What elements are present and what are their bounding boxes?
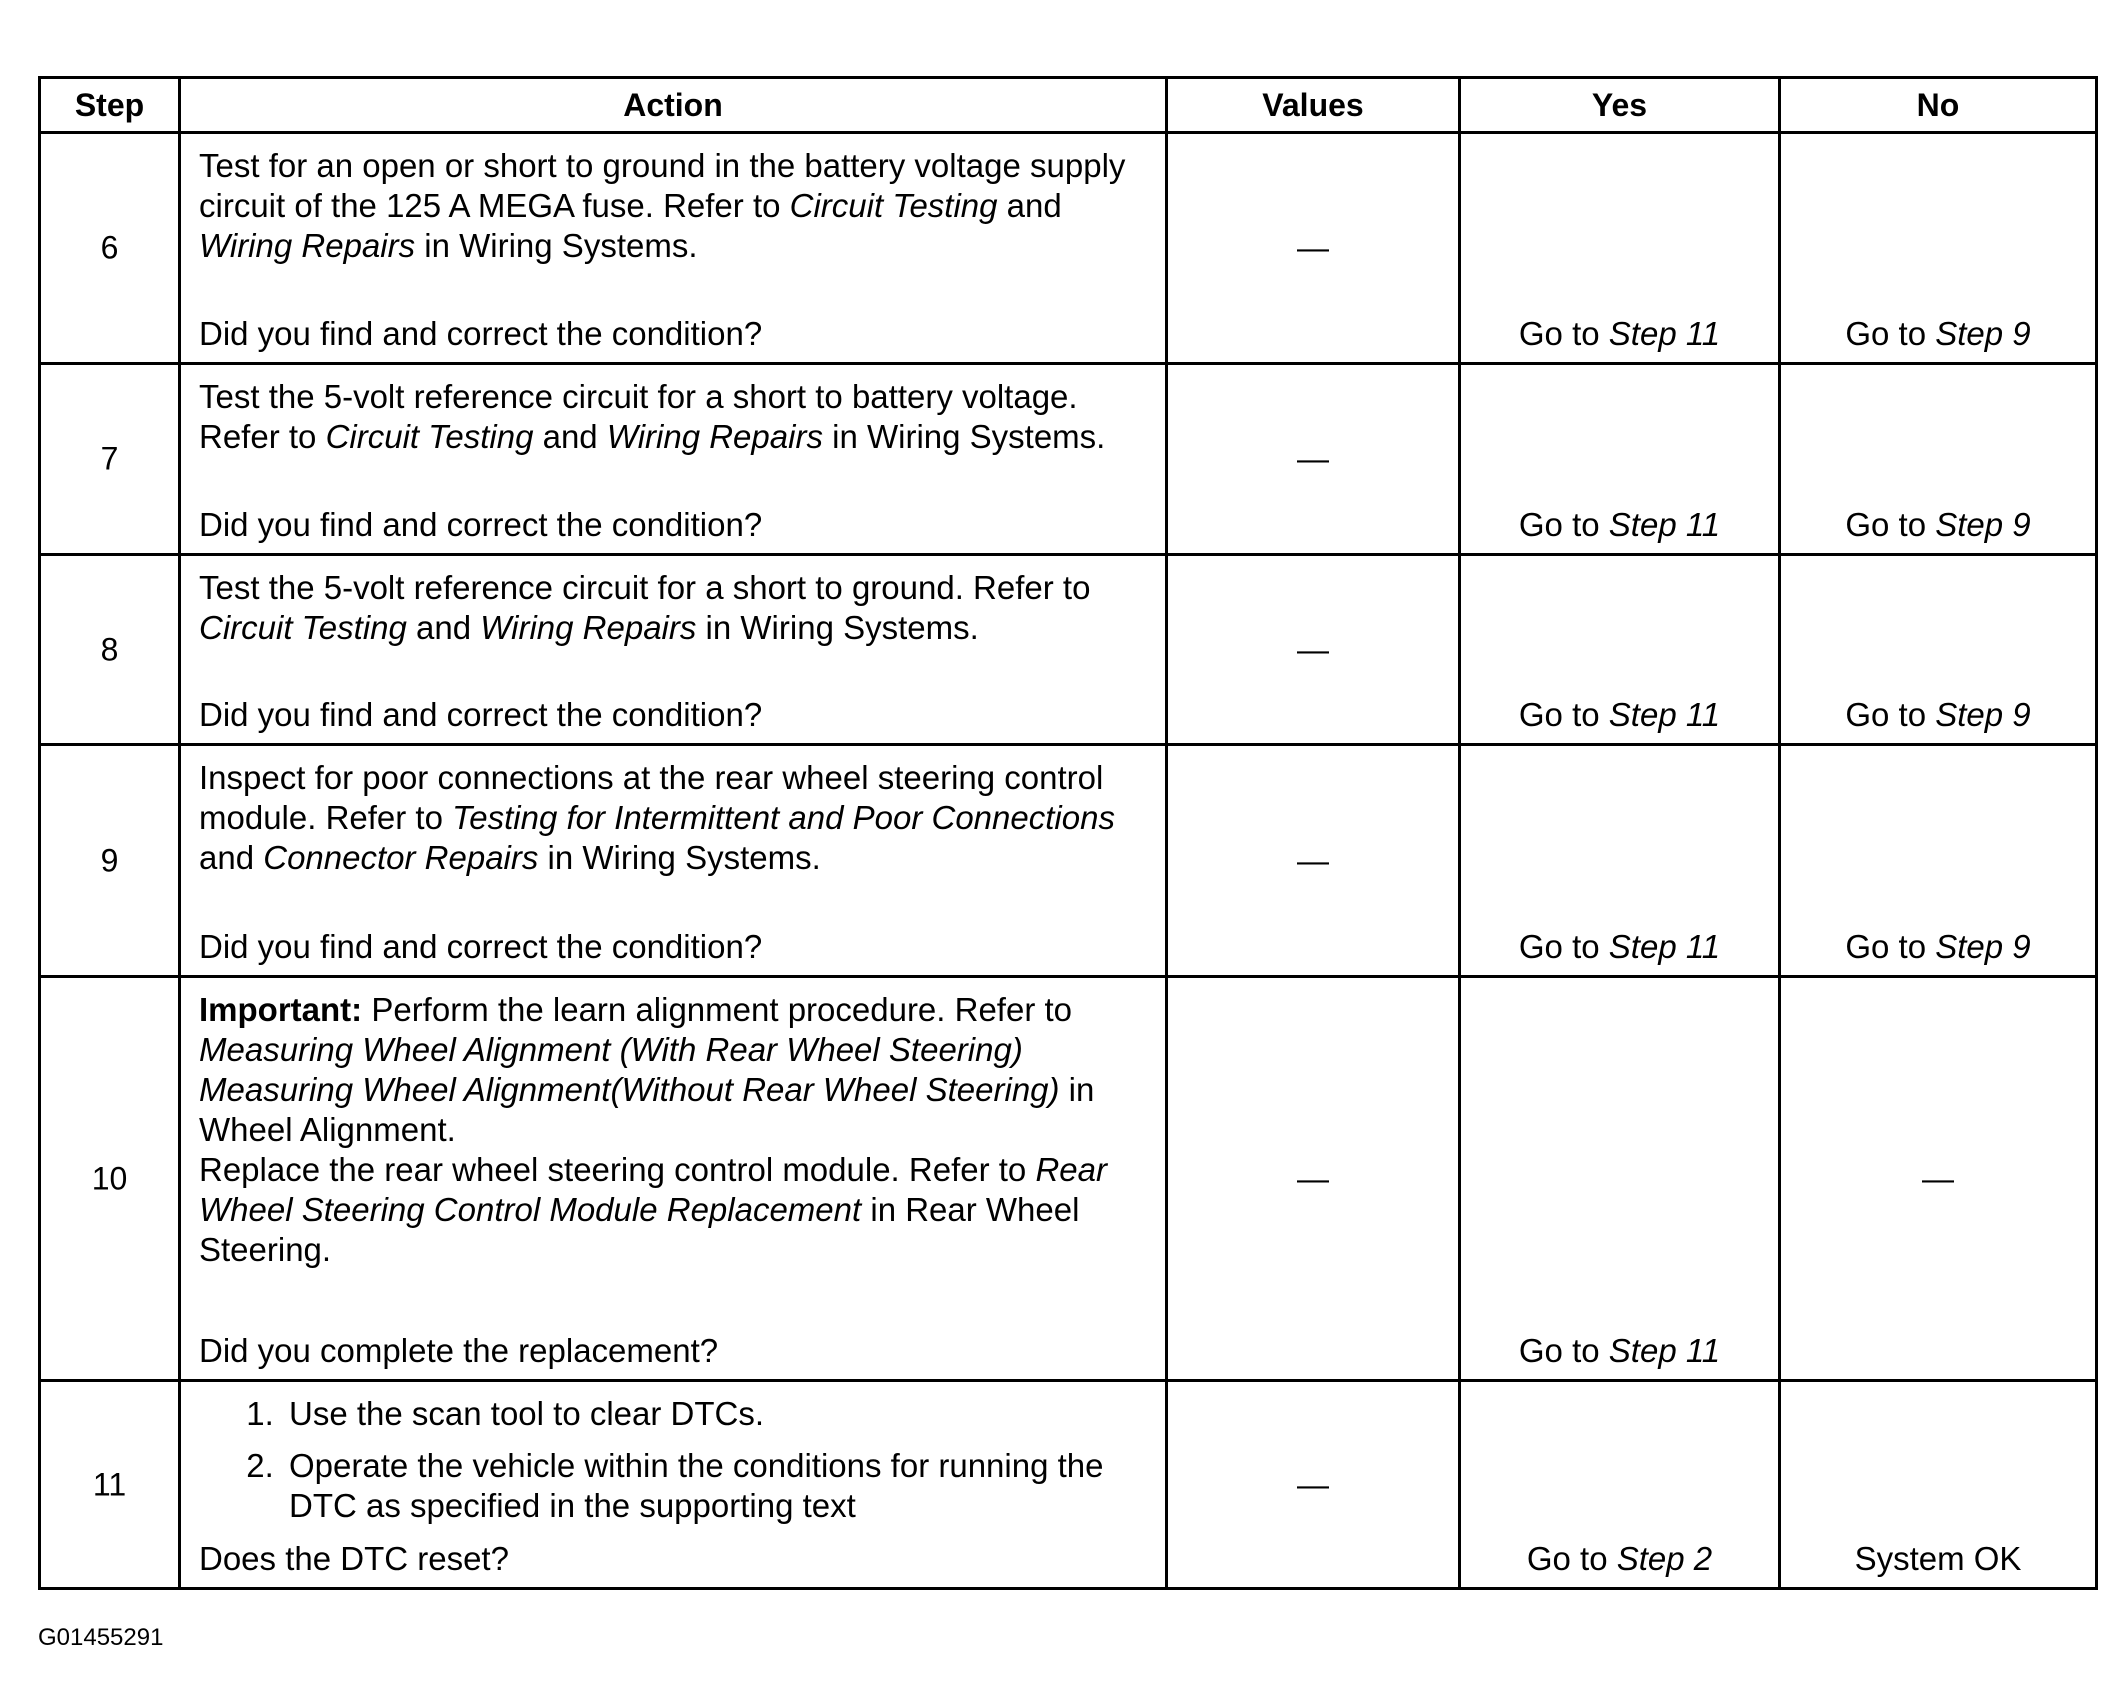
list-item: 2. Operate the vehicle within the conditions for running the DTC as specified in the supporting text: [283, 1446, 1151, 1526]
yes-goto: Go to Step 11: [1518, 1332, 1721, 1369]
no-goto: Go to Step 9: [1845, 506, 2031, 543]
table-row: [41, 1382, 2095, 1587]
action-cell: [181, 978, 1168, 1379]
no-cell: —: [1922, 1160, 1954, 1196]
numbered-steps: [199, 1394, 1151, 1526]
action-question: Did you find and correct the condition?: [199, 506, 763, 543]
action-cell: [181, 134, 1168, 362]
header-action: Action: [181, 79, 1168, 131]
step-number: 10: [91, 1160, 128, 1196]
step-number: 6: [100, 229, 119, 266]
values-cell: —: [1297, 631, 1329, 667]
yes-goto: Go to Step 11: [1518, 696, 1721, 733]
action-question: Does the DTC reset?: [199, 1540, 509, 1577]
header-step: Step: [41, 79, 181, 131]
values-cell: —: [1297, 1466, 1329, 1502]
yes-goto: Go to Step 11: [1518, 928, 1721, 965]
action-question: Did you find and correct the condition?: [199, 928, 763, 965]
table-row: [41, 134, 2095, 365]
header-no: No: [1916, 86, 1960, 123]
action-cell: [181, 365, 1168, 553]
important-note: Important: Perform the learn alignment procedure. Refer to Measuring Wheel Alignment (With Rear Wheel Steering) Measuring Wheel Alignment(Without Rear Wheel Steering) in Wheel Alignment.: [199, 991, 1095, 1148]
header-yes: Yes: [1461, 79, 1781, 131]
yes-goto: Go to Step 11: [1518, 315, 1721, 352]
action-text: Inspect for poor connections at the rear wheel steering control module. Refer to Testing for Intermittent and Poor Connections and Connector Repairs in Wiring Systems.: [199, 759, 1115, 876]
values-cell: —: [1297, 229, 1329, 266]
values-cell: —: [1297, 842, 1329, 878]
header-values: Values: [1168, 79, 1461, 131]
values-cell: —: [1297, 440, 1329, 477]
action-question: Did you find and correct the condition?: [199, 315, 763, 352]
step-number: 7: [100, 440, 119, 477]
figure-id: G01455291: [38, 1624, 164, 1651]
action-cell: [181, 1382, 1168, 1587]
replace-instruction: Replace the rear wheel steering control module. Refer to Rear Wheel Steering Control Module Replacement in Rear Wheel Steering.: [199, 1151, 1107, 1268]
table-row: [41, 746, 2095, 978]
yes-goto: Go to Step 2: [1526, 1540, 1713, 1577]
table-row: [41, 365, 2095, 556]
step-number: 11: [92, 1466, 127, 1502]
step-number: 9: [100, 842, 119, 878]
diagnostic-table: [38, 76, 2098, 1590]
table-header-row: [41, 79, 2095, 134]
action-text: [199, 1394, 1151, 1538]
no-result: System OK: [1854, 1540, 2022, 1577]
no-goto: Go to Step 9: [1845, 315, 2031, 352]
action-question: Did you find and correct the condition?: [199, 696, 763, 733]
no-goto: Go to Step 9: [1845, 696, 2031, 733]
step-number: 8: [100, 631, 119, 667]
action-cell: [181, 746, 1168, 975]
no-goto: Go to Step 9: [1845, 928, 2031, 965]
action-text: Test the 5-volt reference circuit for a short to ground. Refer to Circuit Testing and Wiring Repairs in Wiring Systems.: [199, 569, 1091, 646]
action-text: [199, 990, 1151, 1270]
values-cell: —: [1297, 1160, 1329, 1196]
list-item: 1. Use the scan tool to clear DTCs.: [283, 1394, 1151, 1434]
table-row: [41, 556, 2095, 746]
action-cell: [181, 556, 1168, 743]
yes-goto: Go to Step 11: [1518, 506, 1721, 543]
action-text: Test the 5-volt reference circuit for a short to battery voltage. Refer to Circuit Testing and Wiring Repairs in Wiring Systems.: [199, 378, 1106, 455]
table-row: [41, 978, 2095, 1382]
action-text: Test for an open or short to ground in the battery voltage supply circuit of the 125 A MEGA fuse. Refer to Circuit Testing and Wiring Repairs in Wiring Systems.: [199, 147, 1126, 264]
action-question: Did you complete the replacement?: [199, 1332, 719, 1369]
